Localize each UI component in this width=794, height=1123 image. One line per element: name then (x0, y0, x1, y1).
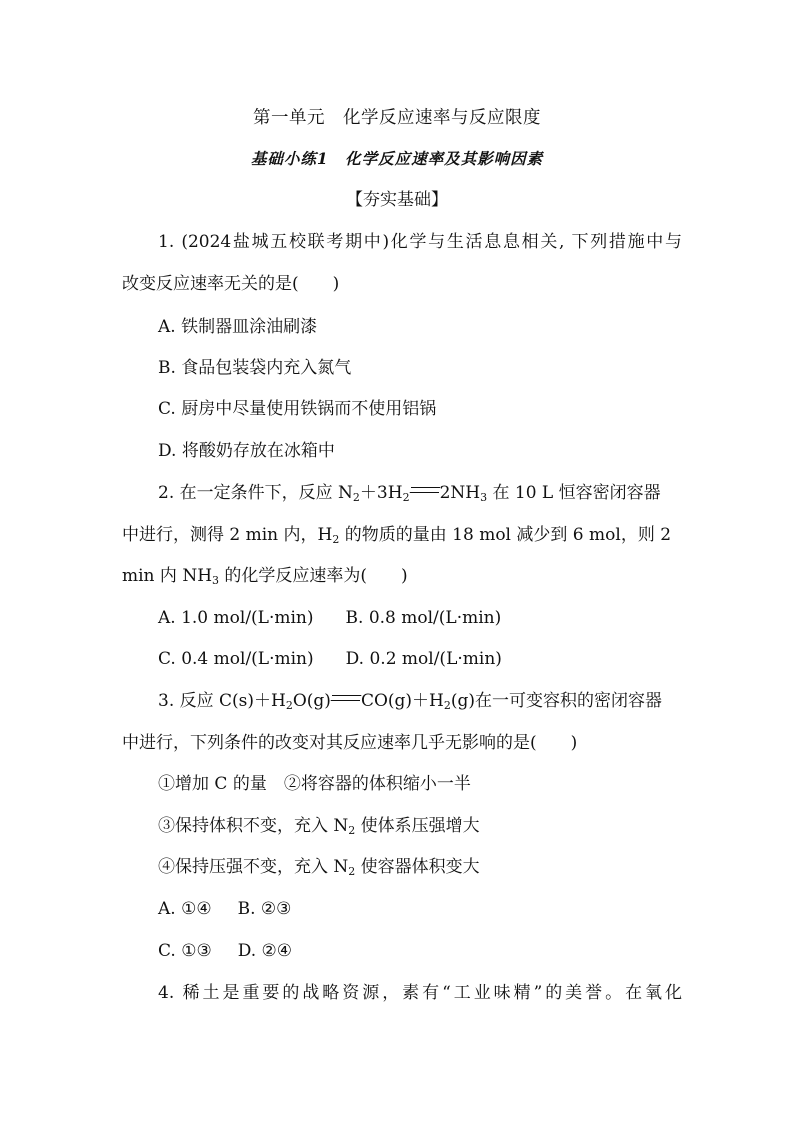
question-3-option-b: B. ②③ (237, 899, 292, 919)
question-3-line-2: 中进行，下列条件的改变对其反应速率几乎无影响的是( ) (122, 733, 578, 753)
question-2-line-2: 中进行，测得 2 min 内，$H_2$ 的物质的量由 18 mol 减少到 6 mol，则 2 (122, 525, 672, 546)
question-1-option-b: B. 食品包装袋内充入氮气 (158, 358, 352, 378)
question-2-options-row-1 (158, 607, 794, 629)
question-3-condition-4: ④保持压强不变，充入 $N_2$ 使容器体积变大 (158, 857, 480, 878)
question-1-option-a: A. 铁制器皿涂油刷漆 (158, 317, 318, 337)
question-3-line-1: 3. 反应 $C(s)+H_2O(g)$ $CO(g)+H_2(g)$在一可变容积的密闭容器 (158, 691, 663, 712)
question-2-options-row-2 (158, 648, 794, 670)
question-1-line-1: 1. (2024盐城五校联考期中)化学与生活息息相关, 下列措施中与 (158, 232, 682, 252)
question-3-options-row-2 (158, 940, 794, 962)
question-3-option-a: A. ①④ (158, 899, 212, 919)
question-2-option-c: C. 0.4 mol/(L·min) (158, 649, 314, 669)
section-heading: 【夯实基础】 (346, 190, 448, 210)
page-subtitle: 基础小练1 化学反应速率及其影响因素 (250, 149, 544, 168)
equilibrium-arrow-icon (332, 694, 360, 704)
question-1-line-2: 改变反应速率无关的是( ) (122, 274, 340, 294)
question-3-option-d: D. ②④ (237, 941, 293, 961)
question-3-option-c: C. ①③ (158, 941, 212, 961)
question-1-option-c: C. 厨房中尽量使用铁锅而不使用铝锅 (158, 399, 437, 419)
question-2-line-1: 2. 在一定条件下，反应 $N_2+3H_2$ $2NH_3$ 在 10 L 恒容密闭容器 (158, 483, 661, 504)
equilibrium-arrow-icon (411, 486, 439, 496)
question-2-option-a: A. 1.0 mol/(L·min) (158, 608, 314, 628)
question-3-condition-1-2: ①增加 C 的量 ②将容器的体积缩小一半 (158, 774, 471, 794)
question-3-options-row-1 (158, 898, 794, 920)
page-title: 第一单元 化学反应速率与反应限度 (253, 108, 541, 128)
question-2-option-b: B. 0.8 mol/(L·min) (345, 608, 502, 628)
question-2-option-d: D. 0.2 mol/(L·min) (345, 649, 502, 669)
question-3-condition-3: ③保持体积不变，充入 $N_2$ 使体系压强增大 (158, 816, 480, 837)
question-2-line-3: min 内 $NH_3$ 的化学反应速率为( ) (122, 566, 408, 587)
question-1-option-d: D. 将酸奶存放在冰箱中 (158, 441, 335, 461)
question-4-line-1: 4. 稀土是重要的战略资源，素有“工业味精”的美誉。在氧化 (158, 983, 682, 1003)
